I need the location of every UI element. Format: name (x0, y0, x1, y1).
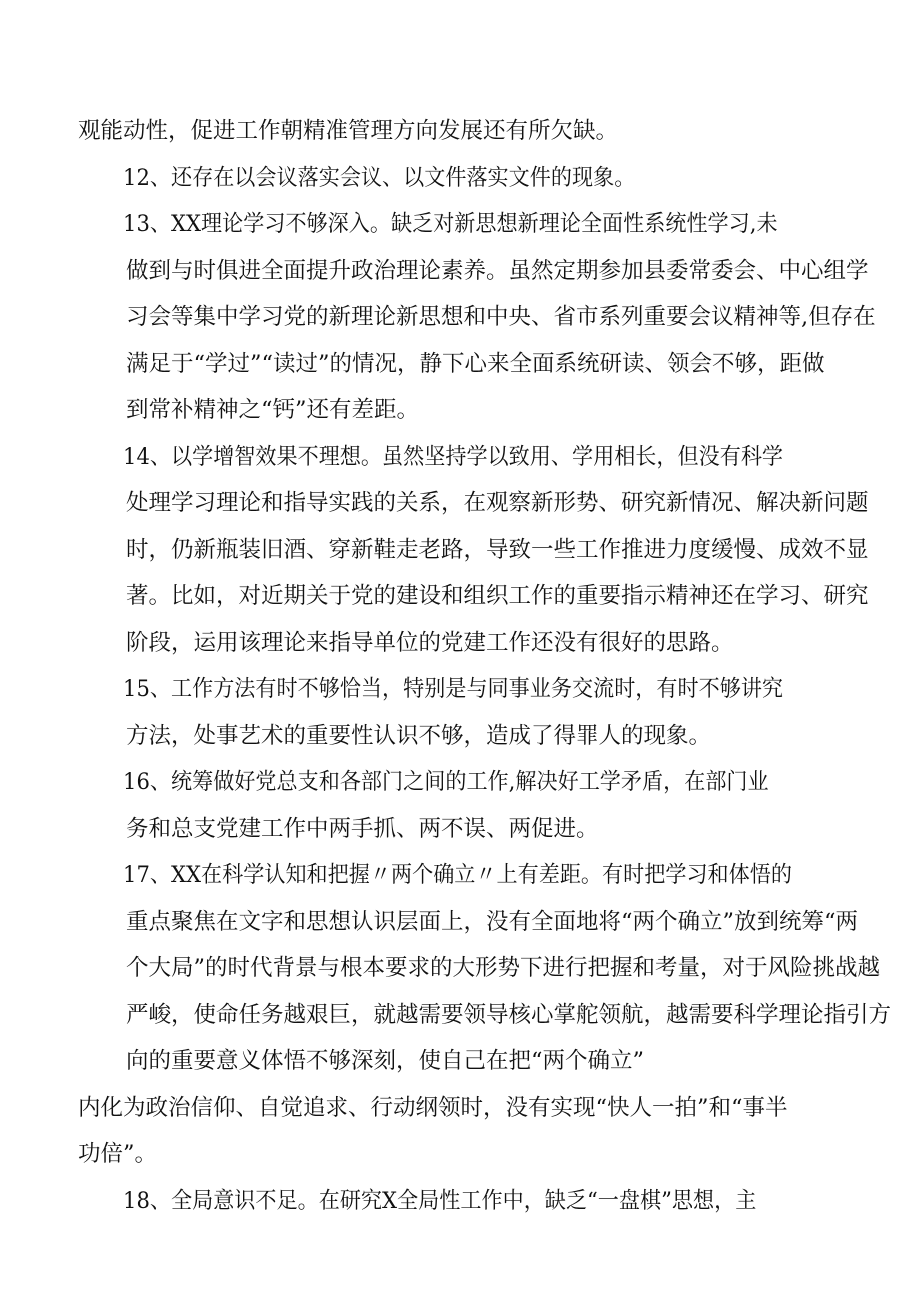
text-line: 做到与时俱进全面提升政治理论素养。虽然定期参加县委常委会、中心组学 (126, 257, 869, 284)
text-line: 17、XX在科学认知和把握〃两个确立〃上有差距。有时把学习和体悟的 (123, 862, 792, 888)
paragraph (78, 108, 852, 155)
text-line: 16、统筹做好党总支和各部门之间的工作,解决好工学矛盾，在部门业 (123, 769, 769, 795)
text-line: 内化为政治信仰、自觉追求、行动纲领时，没有实现“快人一拍”和“事半 (78, 1094, 788, 1121)
text-line: 向的重要意义体悟不够深刻，使自己在把“两个确立” (126, 1048, 645, 1074)
paragraph (78, 666, 852, 759)
text-line: 处理学习理论和指导实践的关系，在观察新形势、研究新情况、解决新问题 (126, 490, 869, 516)
text-line: 13、XX理论学习不够深入。缺乏对新思想新理论全面性系统性学习,未 (123, 211, 778, 237)
text-line: 到常补精神之“钙”还有差距。 (126, 397, 420, 423)
paragraph (78, 759, 852, 852)
text-line: 方法，处事艺术的重要性认识不够，造成了得罪人的现象。 (126, 722, 712, 749)
text-line: 14、以学增智效果不理想。虽然坚持学以致用、学用相长，但没有科学 (123, 443, 784, 470)
text-line: 观能动性，促进工作朝精准管理方向发展还有所欠缺。 (78, 118, 619, 144)
paragraph (78, 201, 876, 434)
text-line: 12、还存在以会议落实会议、以文件落实文件的现象。 (123, 164, 636, 191)
paragraph (78, 434, 869, 667)
paragraph (78, 1085, 852, 1178)
text-line: 务和总支党建工作中两手抓、两不误、两促进。 (126, 815, 599, 842)
text-line: 时，仍新瓶装旧酒、穿新鞋走老路，导致一些工作推进力度缓慢、成效不显 (126, 536, 869, 563)
text-line: 满足于“学过”“读过”的情况，静下心来全面系统研读、领会不够，距做 (126, 350, 825, 377)
paragraph (78, 1178, 852, 1225)
paragraph (78, 155, 852, 202)
text-line: 15、工作方法有时不够恰当，特别是与同事业务交流时，有时不够讲究 (123, 676, 784, 702)
text-line: 个大局”的时代背景与根本要求的大形势下进行把握和考量，对于风险挑战越 (126, 955, 881, 981)
text-line: 严峻，使命任务越艰巨，就越需要领导核心掌舵领航，越需要科学理论指引方 (126, 1001, 892, 1028)
document-body (78, 108, 892, 1224)
paragraph (78, 852, 892, 1085)
text-line: 阶段，运用该理论来指导单位的党建工作还没有很好的思路。 (126, 629, 734, 656)
text-line: 重点聚焦在文字和思想认识层面上，没有全面地将“两个确立”放到统筹“两 (126, 908, 859, 935)
text-line: 著。比如，对近期关于党的建设和组织工作的重要指示精神还在学习、研究 (126, 583, 869, 609)
text-line: 功倍”。 (78, 1141, 158, 1167)
text-line: 习会等集中学习党的新理论新思想和中央、省市系列重要会议精神等,但存在 (126, 304, 876, 330)
text-line: 18、全局意识不足。在研究X全局性工作中，缺乏“一盘棋”思想，主 (123, 1187, 757, 1214)
